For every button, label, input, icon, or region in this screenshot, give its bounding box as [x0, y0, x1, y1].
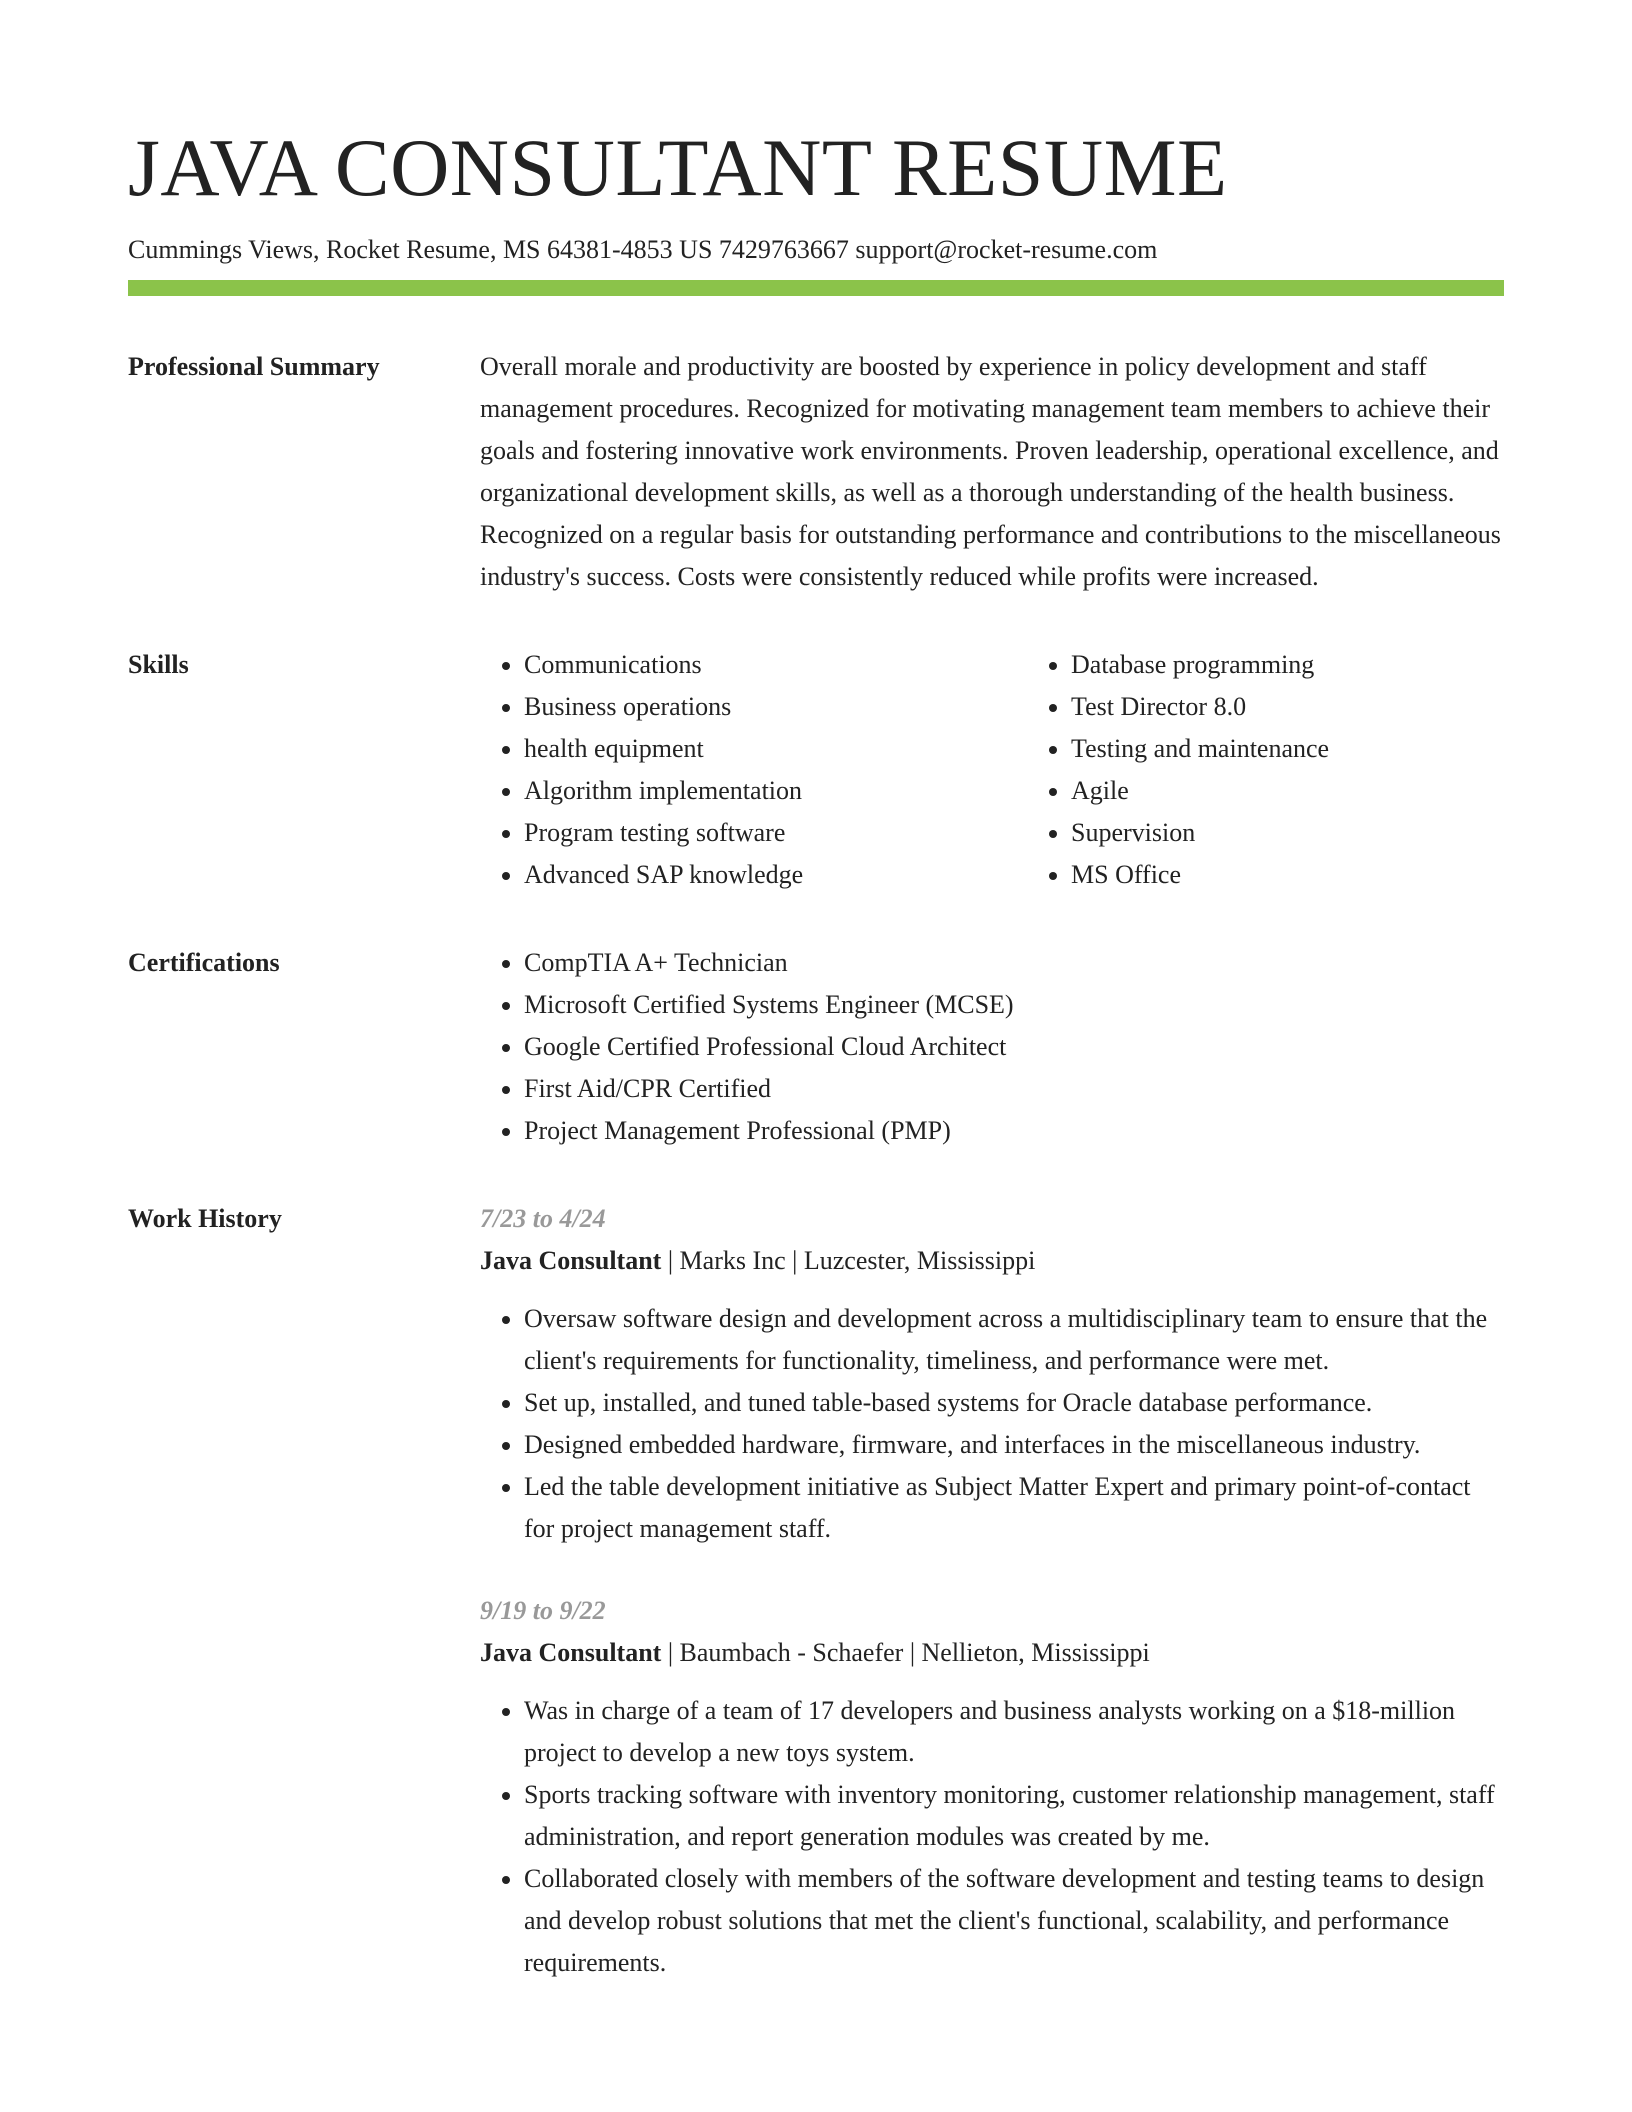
job-bullets [480, 1298, 1504, 1550]
skills-label: Skills [128, 650, 189, 679]
certification-item: • Google Certified Professional Cloud Architect [524, 1026, 1504, 1068]
contact-address: Cummings Views, Rocket Resume, MS 64381-4853 US [128, 235, 713, 264]
job-role: Java Consultant [480, 1638, 662, 1667]
job-bullet: • Oversaw software design and development across a multidisciplinary team to ensure that the client's requirements for functionality, timeliness, and performance were met. [524, 1298, 1504, 1382]
resume-title: JAVA CONSULTANT RESUME [128, 122, 1228, 213]
certification-item: • First Aid/CPR Certified [524, 1068, 1504, 1110]
work-history-label: Work History [128, 1204, 282, 1233]
certifications-label: Certifications [128, 948, 280, 977]
job-dates: 9/19 to 9/22 [480, 1596, 606, 1625]
certification-item: • Project Management Professional (PMP) [524, 1110, 1504, 1152]
job-dates: 7/23 to 4/24 [480, 1204, 606, 1233]
job-bullet: • Sports tracking software with inventory monitoring, customer relationship management, staff administration, and report generation modules was created by me. [524, 1774, 1504, 1858]
summary-section [128, 346, 1504, 598]
job-bullet: • Collaborated closely with members of the software development and testing teams to design and develop robust solutions that met the client's functional, scalability, and performance requirements. [524, 1858, 1504, 1984]
skill-item: • Program testing software [524, 812, 1027, 854]
certification-item: • CompTIA A+ Technician [524, 942, 1504, 984]
work-history-section [128, 1198, 1504, 1984]
skill-item: • Communications [524, 644, 1027, 686]
job-bullet: • Was in charge of a team of 17 developers and business analysts working on a $18-million project to develop a new toys system. [524, 1690, 1504, 1774]
job-bullet: • Set up, installed, and tuned table-based systems for Oracle database performance. [524, 1382, 1504, 1424]
certifications-section [128, 942, 1504, 1152]
skill-item: • Business operations [524, 686, 1027, 728]
skills-section [128, 644, 1504, 896]
job-entry [480, 1198, 1504, 1550]
skill-item: • health equipment [524, 728, 1027, 770]
skill-item: • MS Office [1071, 854, 1504, 896]
job-role: Java Consultant [480, 1246, 662, 1275]
certification-item: • Microsoft Certified Systems Engineer (MCSE) [524, 984, 1504, 1026]
skill-item: • Advanced SAP knowledge [524, 854, 1027, 896]
contact-email: support@rocket-resume.com [855, 235, 1158, 264]
skill-item: • Test Director 8.0 [1071, 686, 1504, 728]
skill-item: • Algorithm implementation [524, 770, 1027, 812]
summary-label: Professional Summary [128, 352, 380, 381]
job-bullet: • Designed embedded hardware, firmware, and interfaces in the miscellaneous industry. [524, 1424, 1504, 1466]
skills-list-left [480, 644, 1027, 896]
skill-item: • Database programming [1071, 644, 1504, 686]
job-heading [480, 1632, 1504, 1674]
header-divider [128, 280, 1504, 296]
job-bullets [480, 1690, 1504, 1984]
skills-list-right [1027, 644, 1504, 896]
contact-phone: 7429763667 [718, 235, 849, 264]
certifications-list [480, 942, 1504, 1152]
skill-item: • Supervision [1071, 812, 1504, 854]
skill-item: • Agile [1071, 770, 1504, 812]
job-heading [480, 1240, 1504, 1282]
skill-item: • Testing and maintenance [1071, 728, 1504, 770]
summary-text: Overall morale and productivity are boosted by experience in policy development and staff management procedures. Recognized for motivating management team members to achieve their goals and fostering innovative work environments. Proven leadership, operational excellence, and organizational development skills, as well as a thorough understanding of the health business. Recognized on a regular basis for outstanding performance and contributions to the miscellaneous industry's success. Costs were consistently reduced while profits were increased. [480, 352, 1501, 591]
job-details: | Baumbach - Schaefer | Nellieton, Mississippi [661, 1638, 1150, 1667]
job-bullet: • Led the table development initiative as Subject Matter Expert and primary point-of-contact for project management staff. [524, 1466, 1504, 1550]
resume-page [128, 120, 1504, 1984]
contact-line [128, 232, 1504, 268]
job-entry [480, 1590, 1504, 1984]
job-details: | Marks Inc | Luzcester, Mississippi [661, 1246, 1036, 1275]
